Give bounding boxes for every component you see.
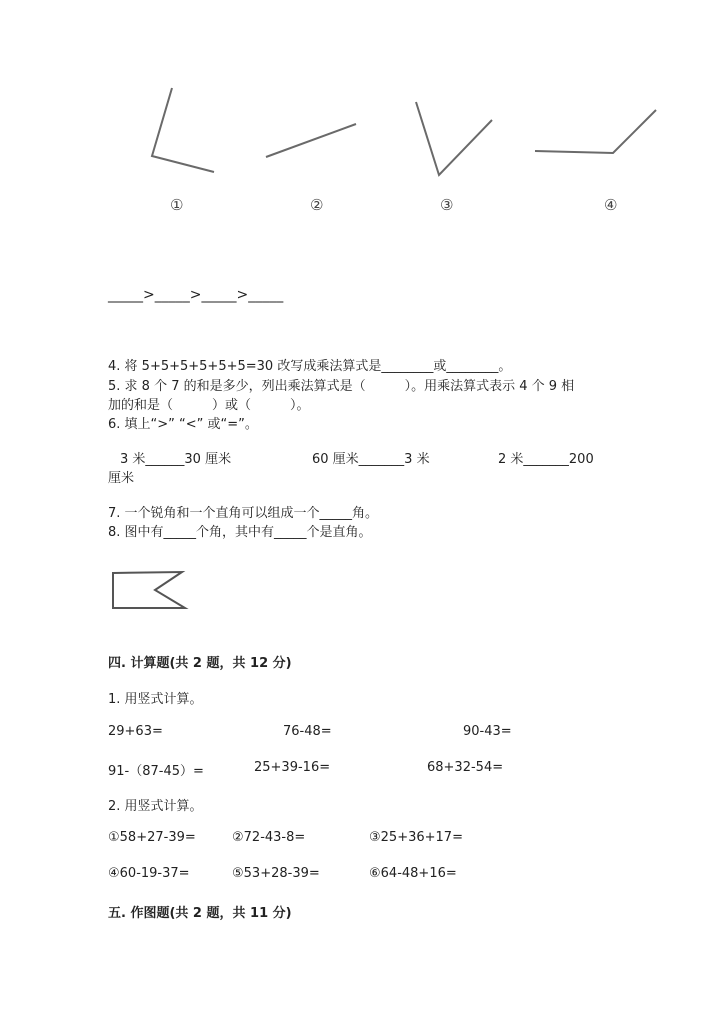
calc-1-6: 68+32-54=	[427, 760, 504, 775]
angle-figures	[140, 80, 670, 190]
section-4-title: 四. 计算题(共 2 题，共 12 分)	[108, 656, 292, 671]
calc-2-5: ⑤53+28-39=	[232, 866, 320, 881]
question-6-title: 6. 填上“>” “<” 或“=”。	[108, 417, 258, 432]
angle-figure-2	[266, 124, 356, 157]
section-4-problem-2-title: 2. 用竖式计算。	[108, 799, 203, 814]
section-4-problem-1-title: 1. 用竖式计算。	[108, 692, 203, 707]
question-8: 8. 图中有_____个角，其中有_____个是直角。	[108, 525, 372, 540]
calc-1-3: 90-43=	[463, 724, 512, 739]
question-5-line-1: 5. 求 8 个 7 的和是多少，列出乘法算式是（ ）。用乘法算式表示 4 个 9 相	[108, 379, 575, 394]
calc-2-1: ①58+27-39=	[108, 830, 196, 845]
question-4: 4. 将 5+5+5+5+5+5=30 改写成乘法算式是________或________。	[108, 359, 512, 374]
angle-label-4: ④	[604, 196, 618, 214]
calc-1-1: 29+63=	[108, 724, 163, 739]
angle-label-3: ③	[440, 196, 454, 214]
question-8-figure	[110, 570, 192, 612]
question-6-item-1: 3 米______30 厘米	[120, 452, 232, 467]
angle-label-2: ②	[310, 196, 324, 214]
angle-figure-4	[535, 110, 656, 153]
angle-figure-3	[416, 102, 492, 175]
angle-label-1: ①	[170, 196, 184, 214]
calc-2-2: ②72-43-8=	[232, 830, 306, 845]
question-6-item-2: 60 厘米_______3 米	[312, 452, 430, 467]
question-5-line-2: 加的和是（ ）或（ ）。	[108, 398, 310, 413]
calc-1-4: 91-（87-45）=	[108, 764, 204, 779]
calc-2-6: ⑥64-48+16=	[369, 866, 457, 881]
question-7: 7. 一个锐角和一个直角可以组成一个_____角。	[108, 506, 379, 521]
section-5-title: 五. 作图题(共 2 题，共 11 分)	[108, 906, 292, 921]
question-6-item-3: 2 米_______200	[498, 452, 594, 467]
question-6-item-3-unit: 厘米	[108, 471, 135, 486]
calc-2-4: ④60-19-37=	[108, 866, 190, 881]
calc-2-3: ③25+36+17=	[369, 830, 463, 845]
angle-figure-1	[152, 88, 214, 172]
angle-order-blanks: _____>_____>_____>_____	[108, 287, 284, 303]
calc-1-5: 25+39-16=	[254, 760, 331, 775]
calc-1-2: 76-48=	[283, 724, 332, 739]
